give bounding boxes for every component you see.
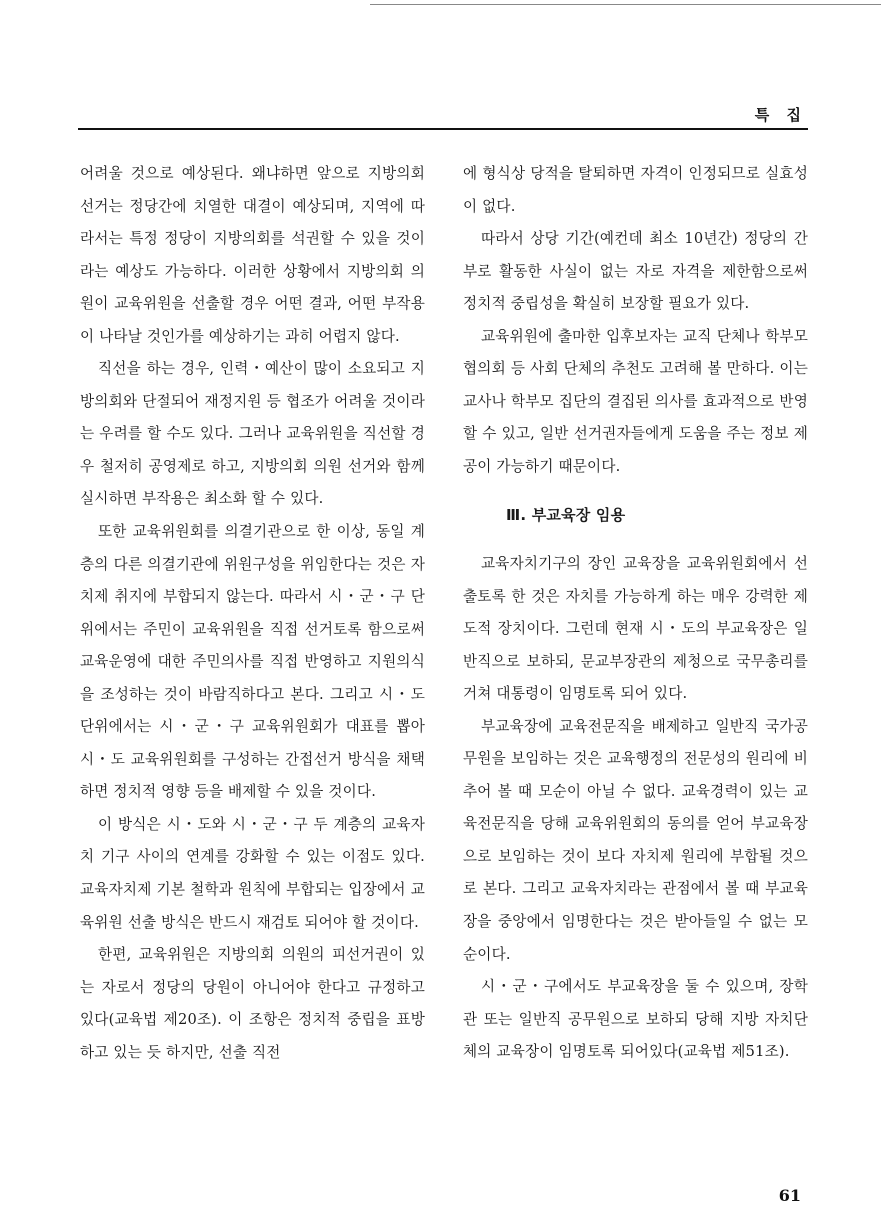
paragraph: 교육자치기구의 장인 교육장을 교육위원회에서 선출토록 한 것은 자치를 가능하게 하는 매우 강력한 제도적 장치이다. 그런데 현재 시・도의 부교육장은 일반직으로 보하되, 문교부장관의 제청으로 국무총리를 거쳐 대통령이 임명토록 되어 있다.: [463, 555, 808, 703]
paragraph: 이 방식은 시・도와 시・군・구 두 계층의 교육자치 기구 사이의 연계를 강화할 수 있는 이점도 있다. 교육자치제 기본 철학과 원칙에 부합되는 입장에서 교육위원 선출 방식은 반드시 재검토 되어야 할 것이다.: [80, 815, 425, 931]
paragraph: 에 형식상 당적을 탈퇴하면 자격이 인정되므로 실효성이 없다.: [463, 165, 808, 215]
paragraph: 따라서 상당 기간(예컨데 최소 10년간) 정당의 간부로 활동한 사실이 없는 자로 자격을 제한함으로써 정치적 중립성을 확실히 보장할 필요가 있다.: [463, 230, 808, 313]
paragraph: 또한 교육위원회를 의결기관으로 한 이상, 동일 계층의 다른 의결기관에 위원구성을 위임한다는 것은 자치제 취지에 부합되지 않는다. 따라서 시・군・구 단위에서는 주민이 교육위원을 직접 선거토록 함으로써 교육운영에 대한 주민의사를 직접 반영하고 지원의식을 조성하는 것이 바람직하다고 본다. 그리고 시・도 단위에서는 시・군・구 교육위원회가 대표를 뽑아 시・도 교육위원회를 구성하는 간접선거 방식을 채택하면 정치적 영향 등을 배제할 수 있을 것이다.: [80, 523, 425, 801]
paragraph: 한편, 교육위원은 지방의회 의원의 피선거권이 있는 자로서 정당의 당원이 아니어야 한다고 규정하고 있다(교육법 제20조). 이 조항은 정치적 중립을 표방하고 있는 듯 하지만, 선출 직전: [80, 946, 425, 1061]
paragraph: 시・군・구에서도 부교육장을 둘 수 있으며, 장학관 또는 일반직 공무원으로 보하되 당해 지방 자치단체의 교육장이 임명토록 되어있다(교육법 제51조).: [463, 978, 808, 1061]
top-edge-line: [370, 4, 881, 5]
right-column: [463, 158, 808, 1069]
paragraph: 직선을 하는 경우, 인력・예산이 많이 소요되고 지방의회와 단절되어 재정지원 등 협조가 어려울 것이라는 우려를 할 수도 있다. 그러나 교육위원을 직선할 경우 철저히 공영제로 하고, 지방의회 의원 선거와 함께 실시하면 부작용은 최소화 할 수 있다.: [80, 360, 425, 508]
paragraph: 어려울 것으로 예상된다. 왜냐하면 앞으로 지방의회 선거는 정당간에 치열한 대결이 예상되며, 지역에 따라서는 특정 정당이 지방의회를 석권할 수 있을 것이라는 예상도 가능하다. 이러한 상황에서 지방의회 의원이 교육위원을 선출할 경우 어떤 결과, 어떤 부작용이 나타날 것인가를 예상하기는 과히 어렵지 않다.: [80, 165, 425, 345]
paragraph: 교육위원에 출마한 입후보자는 교직 단체나 학부모 협의회 등 사회 단체의 추천도 고려해 볼 만하다. 이는 교사나 학부모 집단의 결집된 의사를 효과적으로 반영할 수 있고, 일반 선거권자들에게 도움을 주는 정보 제공이 가능하기 때문이다.: [463, 327, 808, 475]
section-tag: 특 집: [754, 106, 807, 124]
paragraph: 부교육장에 교육전문직을 배제하고 일반직 국가공무원을 보임하는 것은 교육행정의 전문성의 원리에 비추어 볼 때 모순이 아닐 수 없다. 교육경력이 있는 교육전문직을 당해 교육위원회의 동의를 얻어 부교육장으로 보임하는 것이 보다 자치제 원리에 부합될 것으로 본다. 그리고 교육자치라는 관점에서 볼 때 부교육장을 중앙에서 임명한다는 것은 받아들일 수 없는 모순이다.: [463, 717, 808, 963]
section-heading: Ⅲ. 부교육장 임용: [506, 506, 626, 525]
spacer: [463, 532, 808, 548]
header-rule: [78, 128, 808, 130]
left-column: [80, 158, 425, 1069]
page-number: 61: [778, 1186, 801, 1205]
spacer: [463, 483, 808, 499]
